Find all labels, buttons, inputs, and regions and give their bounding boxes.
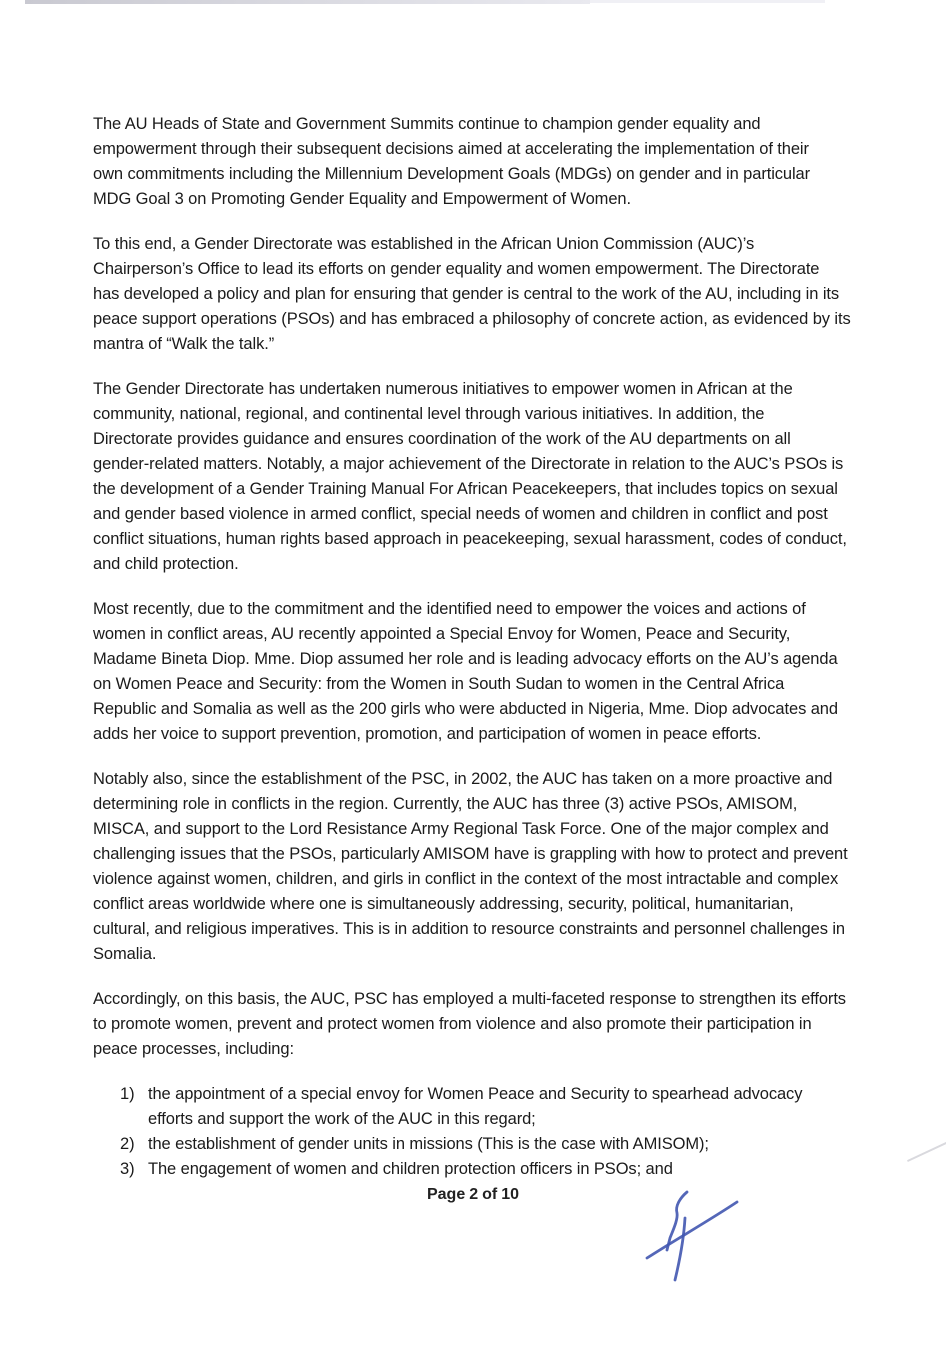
footer-total-pages: 10 [501,1186,520,1203]
document-page [93,112,893,1182]
paragraph-line: and gender based violence in armed conflict, special needs of women and children in conflict and post [93,505,828,523]
scan-artifact-top-secondary [590,0,825,3]
list-item-number: 1) [120,1085,135,1103]
list-item [93,1082,893,1132]
paragraph-line: The AU Heads of State and Government Summits continue to champion gender equality and [93,115,761,133]
paragraph [93,767,893,967]
list-item-number: 2) [120,1135,135,1153]
paragraph-line: cultural, and religious imperatives. This is in addition to resource constraints and personnel challenges in [93,920,845,938]
scan-artifact-top [25,0,590,4]
paragraph-line: mantra of “Walk the talk.” [93,335,275,353]
paragraph-line: Most recently, due to the commitment and the identified need to empower the voices and actions of [93,600,806,618]
paragraph-line: Somalia. [93,945,157,963]
paragraph-line: violence against women, children, and girls in conflict in the context of the most intractable and complex [93,870,839,888]
paragraph-line: To this end, a Gender Directorate was established in the African Union Commission (AUC)’s [93,235,755,253]
paragraph [93,987,893,1062]
paragraph-line: women in conflict areas, AU recently appointed a Special Envoy for Women, Peace and Security, [93,625,791,643]
paragraph-line: MISCA, and support to the Lord Resistance Army Regional Task Force. One of the major complex and [93,820,829,838]
list-item-line: the establishment of gender units in missions (This is the case with AMISOM); [148,1135,709,1153]
paragraph-line: Directorate provides guidance and ensures coordination of the work of the AU departments on all [93,430,791,448]
footer-page-label: Page [426,1186,466,1203]
paragraph-line: Republic and Somalia as well as the 200 girls who were abducted in Nigeria, Mme. Diop advocates and [93,700,838,718]
paragraph-line: the development of a Gender Training Manual For African Peacekeepers, that includes topics on sexual [93,480,838,498]
list-item-text [148,1082,893,1132]
paragraph-line: Madame Bineta Diop. Mme. Diop assumed her role and is leading advocacy efforts on the AU’s agenda [93,650,838,668]
paragraph-line: determining role in conflicts in the region. Currently, the AUC has three (3) active PSOs, AMISOM, [93,795,798,813]
paragraph-line: Notably also, since the establishment of the PSC, in 2002, the AUC has taken on a more proactive and [93,770,833,788]
list-item [93,1132,893,1157]
paragraph [93,112,893,212]
list-item-line: efforts and support the work of the AUC in this regard; [148,1110,536,1128]
paragraph-line: empowerment through their subsequent decisions aimed at accelerating the implementation of their [93,140,809,158]
paragraph [93,232,893,357]
list-item-number: 3) [120,1160,135,1178]
paragraph-line: own commitments including the Millennium Development Goals (MDGs) on gender and in particular [93,165,811,183]
numbered-list [93,1082,893,1182]
paragraph-line: Chairperson’s Office to lead its efforts on gender equality and women empowerment. The Directorate [93,260,820,278]
paragraph-line: challenging issues that the PSOs, particularly AMISOM have is grappling with how to protect and prevent [93,845,848,863]
paragraph-line: on Women Peace and Security: from the Women in South Sudan to women in the Central Africa [93,675,785,693]
paragraph-line: MDG Goal 3 on Promoting Gender Equality and Empowerment of Women. [93,190,631,208]
paragraph-line: peace processes, including: [93,1040,294,1058]
paragraph-line: peace support operations (PSOs) and has embraced a philosophy of concrete action, as evidenced by its [93,310,851,328]
list-item-line: The engagement of women and children protection officers in PSOs; and [148,1160,673,1178]
paragraph-line: adds her voice to support prevention, promotion, and participation of women in peace efforts. [93,725,762,743]
list-item-line: the appointment of a special envoy for Women Peace and Security to spearhead advocacy [148,1085,803,1103]
document-body [93,112,893,1062]
paragraph-line: The Gender Directorate has undertaken numerous initiatives to empower women in African at the [93,380,793,398]
paragraph-line: conflict situations, human rights based approach in peacekeeping, sexual harassment, codes of conduct, [93,530,847,548]
list-item-text [148,1132,893,1157]
page-footer [0,1186,946,1204]
signature-handwritten [638,1186,758,1301]
paragraph-line: has developed a policy and plan for ensuring that gender is central to the work of the AU, including in its [93,285,840,303]
list-item [93,1157,893,1182]
paragraph-line: and child protection. [93,555,239,573]
footer-page-number: 2 [469,1186,479,1203]
paragraph-line: Accordingly, on this basis, the AUC, PSC has employed a multi-faceted response to strengthen its efforts [93,990,846,1008]
paragraph [93,377,893,577]
paragraph-line: community, national, regional, and continental level through various initiatives. In addition, the [93,405,765,423]
paragraph-line: gender-related matters. Notably, a major achievement of the Directorate in relation to the AUC’s PSOs is [93,455,844,473]
scan-artifact-right [907,1140,946,1162]
paragraph [93,597,893,747]
list-item-text [148,1157,893,1182]
paragraph-line: conflict areas worldwide where one is simultaneously addressing, security, political, humanitarian, [93,895,794,913]
footer-connector: of [482,1186,498,1203]
paragraph-line: to promote women, prevent and protect women from violence and also promote their participation in [93,1015,812,1033]
